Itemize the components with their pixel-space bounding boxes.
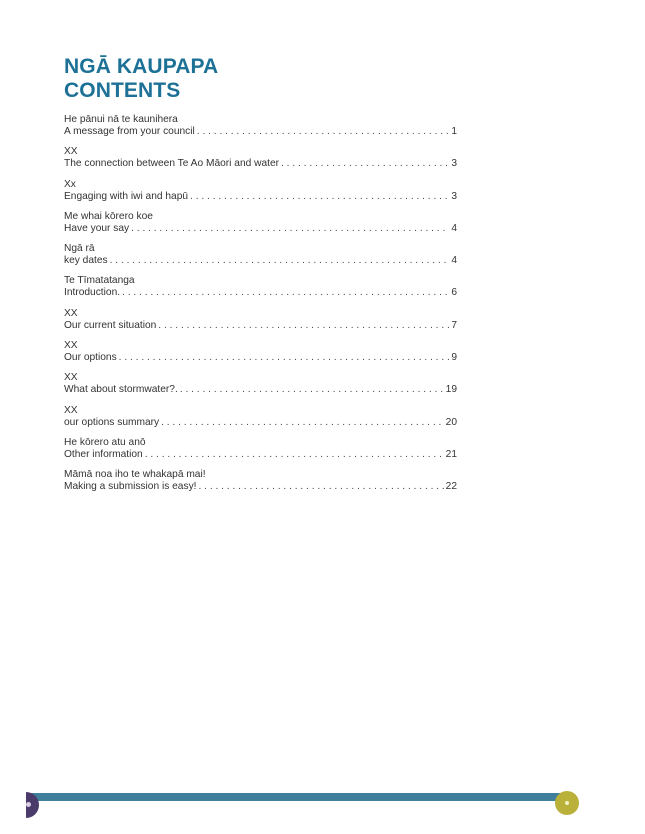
toc-entry[interactable] — [64, 437, 457, 469]
toc-english-heading: The connection between Te Ao Māori and water — [64, 158, 280, 170]
toc-entry[interactable] — [64, 308, 457, 340]
dot-leader — [119, 352, 450, 364]
toc-page-number: 9 — [451, 352, 457, 364]
footer-bar — [28, 793, 568, 801]
toc-entry[interactable] — [64, 469, 457, 501]
toc-entry[interactable] — [64, 243, 457, 275]
toc-entry[interactable] — [64, 114, 457, 146]
toc-entry[interactable] — [64, 146, 457, 178]
dot-leader — [190, 191, 449, 203]
dot-leader — [281, 158, 449, 170]
dot-leader — [110, 255, 450, 267]
toc-page-number: 21 — [445, 448, 457, 460]
toc-entry[interactable] — [64, 179, 457, 211]
dot-leader — [158, 320, 449, 332]
toc-english-heading: our options summary — [64, 416, 160, 428]
table-of-contents — [64, 114, 457, 502]
left-circle-dot — [26, 802, 31, 807]
toc-maori-heading: Te Tīmatatanga — [64, 275, 135, 287]
toc-page-number: 19 — [445, 384, 457, 396]
title-english: CONTENTS — [64, 79, 181, 102]
dot-leader — [161, 417, 444, 429]
dot-leader — [199, 481, 444, 493]
toc-maori-heading: XX — [64, 404, 78, 416]
toc-english-heading: Our options — [64, 352, 117, 364]
toc-page-number: 22 — [445, 481, 457, 493]
toc-maori-heading: Ngā rā — [64, 243, 95, 255]
toc-english-heading: key dates — [64, 255, 108, 267]
title-maori: NGĀ KAUPAPA — [64, 55, 219, 78]
toc-english-heading: Making a submission is easy! — [64, 481, 197, 493]
toc-english-heading: Introduction. — [64, 287, 121, 299]
toc-english-heading: Our current situation — [64, 319, 157, 331]
toc-maori-heading: XX — [64, 307, 78, 319]
toc-english-heading: Have your say — [64, 222, 130, 234]
dot-leader — [131, 223, 449, 235]
toc-entry[interactable] — [64, 275, 457, 307]
toc-page-number: 20 — [445, 416, 457, 428]
toc-maori-heading: XX — [64, 340, 78, 352]
toc-english-heading: Engaging with iwi and hapū — [64, 190, 189, 202]
toc-entry[interactable] — [64, 405, 457, 437]
page-title — [64, 55, 218, 103]
toc-maori-heading: Me whai kōrero koe — [64, 210, 153, 222]
toc-maori-heading: He pānui nā te kaunihera — [64, 114, 178, 125]
toc-entry[interactable] — [64, 340, 457, 372]
toc-page-number: 4 — [451, 222, 457, 234]
toc-entry[interactable] — [64, 372, 457, 404]
right-circle-dot — [565, 801, 569, 805]
toc-english-heading: What about stormwater?. — [64, 384, 178, 396]
toc-page-number: 3 — [451, 190, 457, 202]
toc-page-number: 7 — [451, 319, 457, 331]
toc-maori-heading: XX — [64, 372, 78, 384]
toc-maori-heading: XX — [64, 146, 78, 158]
toc-english-heading: Other information — [64, 448, 143, 460]
dot-leader — [122, 287, 449, 299]
dot-leader — [197, 126, 450, 138]
toc-page-number: 4 — [451, 255, 457, 267]
toc-entry[interactable] — [64, 211, 457, 243]
toc-maori-heading: He kōrero atu anō — [64, 436, 146, 448]
toc-page-number: 3 — [451, 158, 457, 170]
dot-leader — [180, 384, 444, 396]
toc-page-number: 6 — [451, 287, 457, 299]
dot-leader — [145, 449, 444, 461]
toc-page-number: 1 — [451, 126, 457, 137]
toc-maori-heading: Xx — [64, 178, 76, 190]
toc-maori-heading: Māmā noa iho te whakapā mai! — [64, 469, 206, 481]
toc-english-heading: A message from your council — [64, 126, 195, 137]
